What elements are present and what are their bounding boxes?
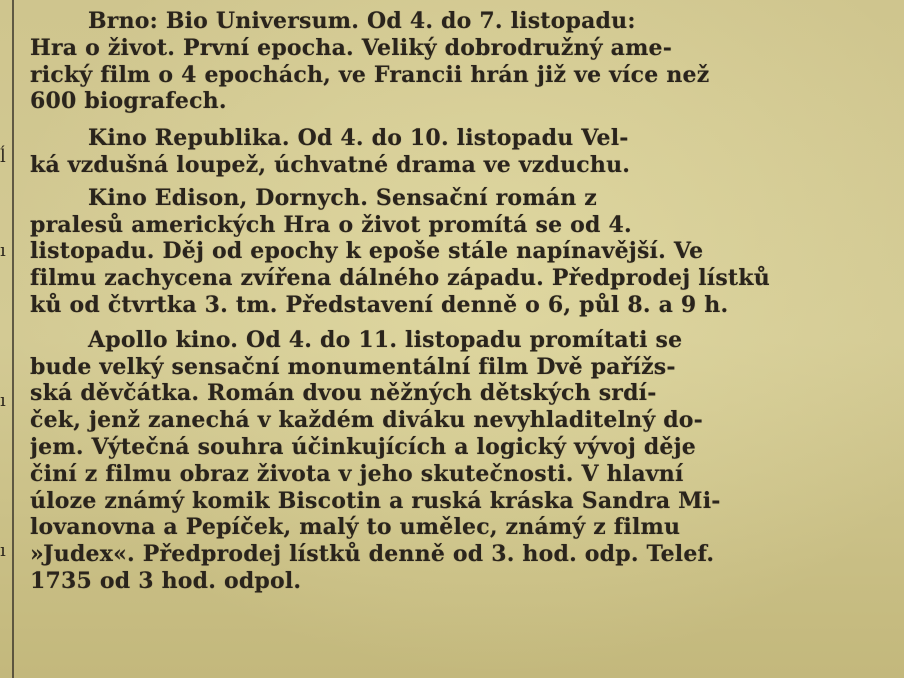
text-line: bude velký sensační monumentální film Dvě pařížs- xyxy=(30,353,676,380)
margin-mark: ı xyxy=(0,540,6,561)
text-line: ská děvčátka. Román dvou něžných dětských srdí- xyxy=(30,380,657,407)
text-line: Kino Republika. Od 4. do 10. listopadu Vel- xyxy=(88,125,629,152)
text-line: pralesů amerických Hra o život promítá se od 4. xyxy=(30,211,632,238)
text-line: činí z filmu obraz života v jeho skutečnosti. V hlavní xyxy=(30,460,684,487)
text-line: ček, jenž zanechá v každém diváku nevyhladitelný do- xyxy=(30,407,703,434)
text-line: rický film o 4 epochách, ve Francii hrán již ve více než xyxy=(30,61,710,88)
text-line: 600 biografech. xyxy=(30,88,227,115)
text-line: lovanovna a Pepíček, malý to umělec, známý z filmu xyxy=(30,514,681,541)
listing-apollo-kino xyxy=(30,327,878,595)
cinema-listings-column xyxy=(30,8,878,601)
text-line: listopadu. Děj od epochy k epoše stále napínavější. Ve xyxy=(30,238,704,265)
margin-mark: ı xyxy=(0,240,6,261)
listing-kino-republika xyxy=(30,125,878,179)
listing-kino-edison xyxy=(30,185,878,319)
text-line: ků od čtvrtka 3. tm. Představení denně o 6, půl 8. a 9 h. xyxy=(30,291,729,318)
margin-mark: ĺ xyxy=(0,146,6,167)
text-line: Apollo kino. Od 4. do 11. listopadu promítati se xyxy=(88,326,683,353)
text-line: Brno: Bio Universum. Od 4. do 7. listopadu: xyxy=(88,8,636,34)
text-line: Kino Edison, Dornych. Sensační román z xyxy=(88,184,597,211)
listing-bio-universum xyxy=(30,8,878,115)
text-line: Hra o život. První epocha. Veliký dobrodružný ame- xyxy=(30,34,673,61)
text-line: filmu zachycena zvířena dálného západu. Předprodej lístků xyxy=(30,265,770,292)
text-line: ká vzdušná loupež, úchvatné drama ve vzduchu. xyxy=(30,151,631,178)
column-divider-line xyxy=(12,0,14,678)
text-line: jem. Výtečná souhra účinkujících a logický vývoj děje xyxy=(30,433,696,460)
text-line: »Judex«. Předprodej lístků denně od 3. hod. odp. Telef. xyxy=(30,541,715,568)
text-line: 1735 od 3 hod. odpol. xyxy=(30,567,302,594)
margin-mark: ı xyxy=(0,390,6,411)
text-line: úloze známý komik Biscotin a ruská kráska Sandra Mi- xyxy=(30,487,721,514)
